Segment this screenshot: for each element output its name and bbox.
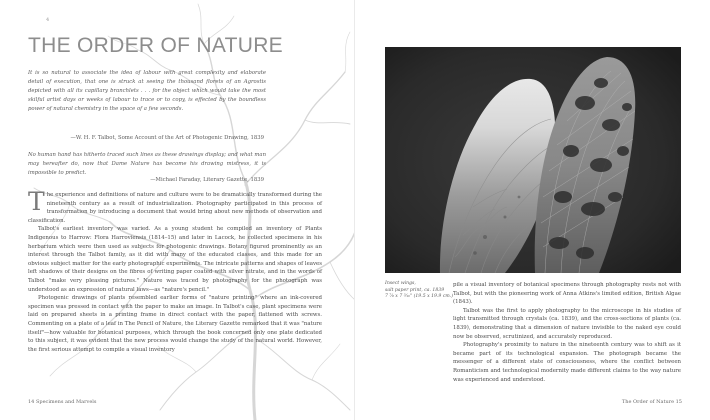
right-paragraph-2: Talbot was the first to apply photography to the microscope in his studies of light transmitted through crystals (ca. 1839), and the cross-sections of plants (ca. 1839), demonstrating that a dimension of nature invisible to the naked eye could now be observed, scrutinized, and accurately reproduced. (453, 307, 681, 340)
right-paragraph-1: pile a visual inventory of botanical specimens through photography rests not with Talbot, but with the pioneering work of Anna Atkins's limited edition, British Algae (1843). (453, 282, 681, 306)
left-paragraph-1-text: he experience and definitions of nature and culture were to be dramatically transformed during the nineteenth century as a result of industrialization. Photography participated in this process of transformation by introducing a document that would bring about new methods of observation and classification. (28, 192, 322, 224)
left-paragraph-1 (28, 187, 322, 225)
chapter-title: THE ORDER OF NATURE (28, 34, 283, 57)
left-paragraph-2: Talbot's earliest inventory was varied. As a young student he compiled an inventory of Plants Indigenous to Harrow: Flora Harroviensis (1814–15) and later in Lacock, he collected specimens in his herbarium which were then used as subjects for photogenic drawings. Botany figured prominently as an interest through the Talbot family, as it did with many of the educated classes, and this made for an obvious subject matter for the early photographic experiments. The intricate patterns and shapes of leaves left shadows of their designs on the fibres of writing paper coated with silver nitrate, and in the words of Talbot "make very pleasing pictures." Nature was traced by photography for the photograph was understood as an expression of natural laws—as "nature's pencil." (28, 226, 322, 293)
caption-medium: salt paper print, ca. 1839 (385, 287, 445, 293)
epigraph-faraday-attribution: —Michael Faraday, Literary Gazette, 1839 (150, 177, 264, 183)
left-folio: 14 Specimens and Marvels (28, 399, 97, 405)
right-paragraph-3: Photography's proximity to nature in the nineteenth century was to shift as it became part of its technological expansion. The photograph became the messenger of a different state of consciousness, where the conflict between Romanticism and technological modernity made different claims to the way nature was experienced and understood. (453, 342, 681, 383)
epigraph-faraday: No human hand has hitherto traced such lines as these drawings display; and what man may hereafter do, now that Dame Nature has become his drawing mistress, it is impossible to predict. (28, 152, 266, 176)
left-paragraph-3: Photogenic drawings of plants resembled earlier forms of "nature printing" where an ink-covered specimen was pressed in contact with the paper to make an image. In Talbot's case, plant specimens were laid on prepared sheets in a printing frame in direct contact with the paper, flattened with screws. Commenting on a plate of a leaf in The Pencil of Nature, the Literary Gazette remarked that it was "nature itself"—how valuable for botanical purposes, which through the book concerned only one plate dedicated to this subject, it was evident that the new process would change the study of the natural world. However, the first serious attempt to compile a visual inventory (28, 295, 322, 353)
right-page (355, 0, 710, 420)
caption-size: 7 ⅞ x 7 ⁵⁄₁₆" (19.5 x 19.9 cm.) (385, 294, 453, 300)
drop-cap: T (28, 187, 45, 216)
epigraph-talbot-attribution: —W. H. F. Talbot, Some Account of the Art of Photogenic Drawing, 1839 (70, 135, 264, 141)
epigraph-talbot: It is so natural to associate the idea of labour with great complexity and elaborate detail of execution, that one is struck at seeing the thousand florets of an Agrostis depicted with all its capillary branchlets . . . for the object which would take the most skilful artist days or weeks of labour to trace or to copy, is effected by the boundless power of natural chemistry in the space of a few seconds. (28, 70, 266, 112)
right-folio: The Order of Nature 15 (621, 399, 682, 405)
left-body-text (28, 187, 322, 354)
page-marker: 4 (46, 17, 50, 23)
caption-title: Insect wings, (385, 281, 416, 286)
insect-wings-photograph (385, 47, 681, 273)
right-body-text (453, 281, 681, 384)
